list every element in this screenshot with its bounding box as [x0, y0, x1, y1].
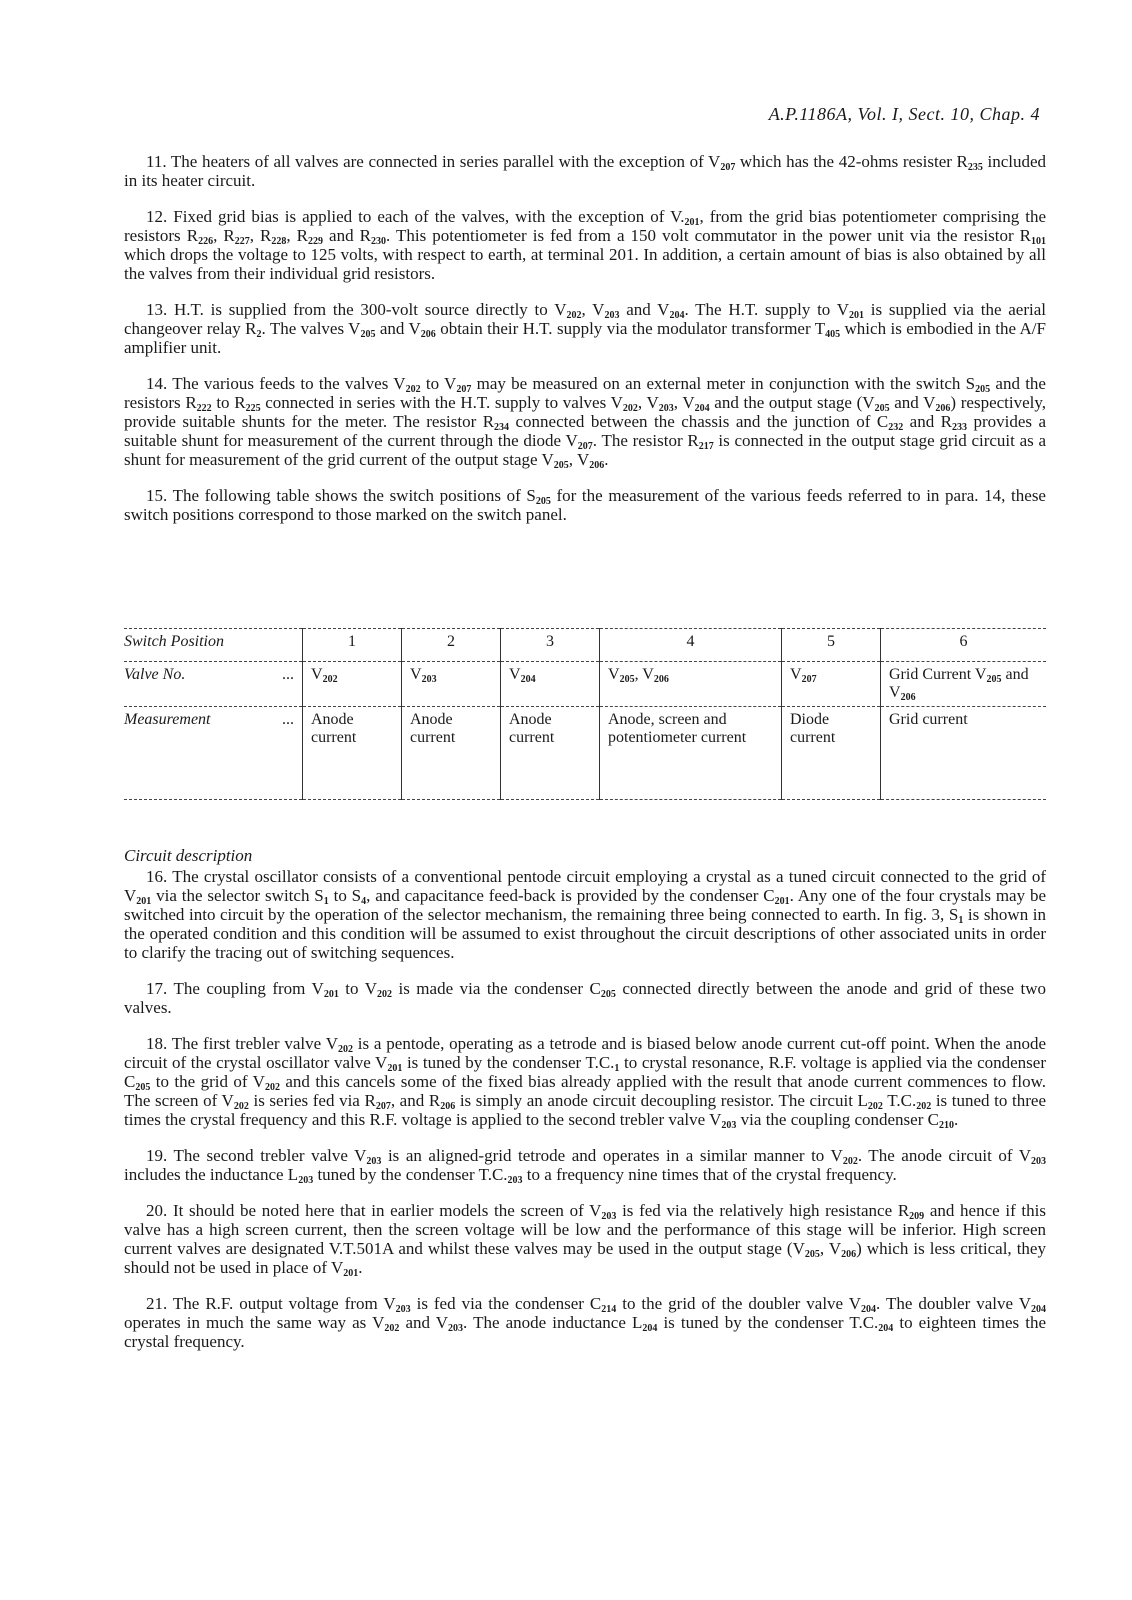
subscript: 203 [658, 403, 674, 414]
paragraphs-top [124, 152, 1046, 541]
subscript: 202 [916, 1101, 932, 1112]
subscript: 203 [507, 1175, 523, 1186]
measurement-cell: Anode current [402, 707, 501, 800]
subscript: 201 [849, 310, 865, 321]
subscript: 204 [861, 1304, 877, 1315]
subscript: 204 [520, 674, 536, 685]
subscript: 203 [1031, 1156, 1047, 1167]
paragraph-number: 14. [146, 374, 173, 393]
subscript: 205 [135, 1082, 151, 1093]
paragraph-17: 17. The coupling from $V_{201}$ to $V_{202}$ is made via the condenser $C_{205}$ connected directly between the anode and grid of these two valves. [124, 979, 1047, 1017]
paragraph-14: 14. The various feeds to the valves $V_{202}$ to $V_{207}$ may be measured on an external meter in conjunction with the switch $S_{205}$ and the resistors $R_{222}$ to $R_{225}$ connected in series with the H.T. supply to valves $V_{202}$, $V_{203}$, $V_{204}$ and the output stage ($V_{205}$ and $V_{206}$) respectively, provide suitable shunts for the meter. The resistor $R_{234}$ connected between the chassis and the junction of $C_{232}$ and $R_{233}$ provides a suitable shunt for measurement of the current through the diode $V_{207}$. The resistor $R_{217}$ is connected in the output stage grid circuit as a shunt for measurement of the grid current of the output stage $V_{205}$, $V_{206}$. [124, 374, 1047, 471]
measurement-cell: Anode current [501, 707, 600, 800]
subscript: 207 [375, 1101, 391, 1112]
subscript: 203 [395, 1304, 411, 1315]
paragraph-16: 16. The crystal oscillator consists of a conventional pentode circuit employing a crystal as a tuned circuit connected to the grid of $V_{201}$ via the selector switch $S_1$ to $S_4$, and capacitance feed-back is provided by the condenser $C_{201}$. Any one of the four crystals may be switched into circuit by the operation of the selector mechanism, the remaining three being connected to earth. In fig. 3, $S_1$ is shown in the operated condition and this condition will be assumed to exist throughout the circuit descriptions of other associated units in order to clarify the tracing out of switching sequences. [124, 867, 1046, 962]
subscript: 206 [440, 1101, 456, 1112]
paragraph-number: 17. [146, 979, 174, 998]
subscript: 2 [256, 329, 262, 340]
subscript: 207 [456, 384, 472, 395]
subscript: 202 [622, 403, 638, 414]
paragraph-13: 13. H.T. is supplied from the 300-volt source directly to $V_{202}$, $V_{203}$ and $V_{204}$. The H.T. supply to $V_{201}$ is supplied via the aerial changeover relay $R_2$. The valves $V_{205}$ and $V_{206}$ obtain their H.T. supply via the modulator transformer $T_{405}$ which is embodied in the A/F amplifier unit. [124, 300, 1046, 357]
subscript: 206 [900, 692, 916, 703]
paragraph-20: 20. It should be noted here that in earlier models the screen of $V_{203}$ is fed via the relatively high resistance $R_{209}$ and hence if this valve has a high screen current, then the screen voltage will be low and the performance of this stage will be inferior. High screen current valves are designated V.T.501A and whilst these valves may be used in the output stage ($V_{205}$, $V_{206}$) which is less critical, they should not be used in place of $V_{201}$. [124, 1201, 1046, 1279]
subscript: 1 [323, 896, 329, 907]
paragraph-18: 18. The first trebler valve $V_{202}$ is a pentode, operating as a tetrode and is biased below anode current cut-off point. When the anode circuit of the crystal oscillator valve $V_{201}$ is tuned by the condenser $T.C._1$ to crystal resonance, R.F. voltage is applied via the condenser $C_{205}$ to the grid of $V_{202}$ and this cancels some of the fixed bias already applied with the result that anode current commences to flow. The screen of $V_{202}$ is series fed via $R_{207}$, and $R_{206}$ is simply an anode circuit decoupling resistor. The circuit $L_{202}$ $T.C._{202}$ is tuned to three times the crystal frequency and this R.F. voltage is applied to the second trebler valve $V_{203}$ via the coupling condenser $C_{210}$. [124, 1034, 1046, 1131]
paragraph-number: 15. [146, 486, 173, 505]
subscript: 230 [370, 236, 386, 247]
measurement-cell: Grid current [881, 707, 1047, 800]
subscript: 214 [601, 1304, 617, 1315]
section-heading-circuit-description: Circuit description [124, 846, 253, 865]
paragraph-15: 15. The following table shows the switch positions of $S_{205}$ for the measurement of the various feeds referred to in para. 14, these switch positions correspond to those marked on the switch panel. [124, 486, 1046, 524]
subscript: 205 [804, 1249, 820, 1260]
row-label-measurement: Measurement ... [124, 707, 303, 800]
subscript: 207 [801, 674, 817, 685]
subscript: 202 [867, 1101, 883, 1112]
circuit-description-section [124, 846, 1046, 1368]
subscript: 202 [233, 1101, 249, 1112]
row-label-valve-no: Valve No. ... [124, 662, 303, 707]
paragraph-number: 16. [146, 867, 173, 886]
paragraph-number: 20. [146, 1201, 173, 1220]
paragraph-12: 12. Fixed grid bias is applied to each of the valves, with the exception of $V._{201}$, from the grid bias potentiometer comprising the resistors $R_{226}$, $R_{227}$, $R_{228}$, $R_{229}$ and $R_{230}$. This potentiometer is fed from a 150 volt commutator in the power unit via the resistor $R_{101}$ which drops the voltage to 125 volts, with respect to earth, at terminal 201. In addition, a certain amount of bias is also obtained by all the valves from their individual grid resistors. [124, 207, 1046, 283]
subscript: 204 [669, 310, 685, 321]
subscript: 205 [619, 674, 635, 685]
subscript: 207 [720, 162, 736, 173]
subscript: 205 [975, 384, 991, 395]
subscript: 101 [1031, 236, 1046, 247]
paragraph-19: 19. The second trebler valve $V_{203}$ is an aligned-grid tetrode and operates in a similar manner to $V_{202}$. The anode circuit of $V_{203}$ includes the inductance $L_{203}$ tuned by the condenser $T.C._{203}$ to a frequency nine times that of the crystal frequency. [124, 1146, 1047, 1186]
subscript: 203 [601, 1211, 617, 1222]
subscript: 202 [842, 1156, 858, 1167]
subscript: 204 [1030, 1304, 1046, 1315]
subscript: 201 [136, 896, 152, 907]
position-cell: 3 [501, 629, 600, 662]
subscript: 210 [938, 1120, 954, 1131]
valve-cell: Grid Current $V_{205}$ and $V_{206}$ [881, 662, 1047, 707]
subscript: 233 [952, 422, 967, 433]
subscript: 206 [589, 460, 605, 471]
subscript: 205 [874, 403, 890, 414]
subscript: 1 [614, 1063, 620, 1074]
position-cell: 4 [600, 629, 782, 662]
subscript: 235 [967, 162, 983, 173]
subscript: 203 [366, 1156, 382, 1167]
subscript: 202 [322, 674, 338, 685]
subscript: 202 [377, 989, 392, 1000]
subscript: 225 [245, 403, 261, 414]
position-cell: 5 [782, 629, 881, 662]
paragraph-number: 19. [146, 1146, 174, 1165]
subscript: 234 [494, 422, 510, 433]
subscript: 204 [878, 1323, 894, 1334]
subscript: 206 [420, 329, 436, 340]
measurement-cell: Diode current [782, 707, 881, 800]
subscript: 228 [271, 236, 287, 247]
paragraph-11: 11. The heaters of all valves are connected in series parallel with the exception of $V_{207}$ which has the 42-ohms resister $R_{235}$ included in its heater circuit. [124, 152, 1047, 190]
subscript: 217 [698, 441, 714, 452]
table-row-switch-position [124, 629, 1046, 662]
row-label-switch-position: Switch Position [124, 629, 303, 662]
valve-cell: $V_{202}$ [303, 662, 402, 707]
table-row-valve-no [124, 662, 1046, 707]
subscript: 209 [909, 1211, 925, 1222]
position-cell: 6 [881, 629, 1047, 662]
subscript: 405 [825, 329, 841, 340]
subscript: 206 [935, 403, 951, 414]
subscript: 204 [694, 403, 710, 414]
paragraph-number: 11. [146, 152, 171, 171]
subscript: 229 [307, 236, 323, 247]
paragraph-number: 18. [146, 1034, 172, 1053]
measurement-cell: Anode current [303, 707, 402, 800]
subscript: 222 [196, 403, 212, 414]
subscript: 204 [642, 1323, 658, 1334]
paragraph-number: 12. [146, 207, 174, 226]
paragraph-number: 21. [146, 1294, 173, 1313]
subscript: 202 [566, 310, 582, 321]
subscript: 206 [653, 674, 669, 685]
subscript: 202 [264, 1082, 280, 1093]
valve-cell: $V_{204}$ [501, 662, 600, 707]
subscript: 202 [337, 1044, 353, 1055]
paragraphs-bottom [124, 867, 1046, 1351]
subscript: 201 [684, 217, 700, 228]
subscript: 1 [958, 915, 964, 926]
switch-position-table [124, 628, 1046, 800]
subscript: 203 [721, 1120, 737, 1131]
subscript: 207 [577, 441, 593, 452]
page-header-reference: A.P.1186A, Vol. I, Sect. 10, Chap. 4 [768, 104, 1040, 124]
subscript: 203 [298, 1175, 314, 1186]
valve-cell: $V_{207}$ [782, 662, 881, 707]
table-row-measurement [124, 707, 1046, 800]
subscript: 203 [421, 674, 437, 685]
subscript: 226 [198, 236, 214, 247]
paragraph-21: 21. The R.F. output voltage from $V_{203}$ is fed via the condenser $C_{214}$ to the grid of the doubler valve $V_{204}$. The doubler valve $V_{204}$ operates in much the same way as $V_{202}$ and $V_{203}$. The anode inductance $L_{204}$ is tuned by the condenser $T.C._{204}$ to eighteen times the crystal frequency. [124, 1294, 1047, 1351]
subscript: 227 [234, 236, 250, 247]
subscript: 201 [323, 989, 339, 1000]
subscript: 203 [604, 310, 620, 321]
position-cell: 1 [303, 629, 402, 662]
subscript: 205 [986, 674, 1002, 685]
subscript: 205 [535, 496, 551, 507]
subscript: 205 [600, 989, 616, 1000]
position-cell: 2 [402, 629, 501, 662]
subscript: 203 [448, 1323, 464, 1334]
measurement-cell: Anode, screen and potentiometer current [600, 707, 782, 800]
subscript: 201 [774, 896, 790, 907]
subscript: 201 [343, 1268, 359, 1279]
paragraph-number: 13. [146, 300, 174, 319]
subscript: 205 [360, 329, 376, 340]
valve-cell: $V_{203}$ [402, 662, 501, 707]
subscript: 232 [888, 422, 904, 433]
valve-cell: $V_{205}$, $V_{206}$ [600, 662, 782, 707]
subscript: 205 [553, 460, 569, 471]
subscript: 201 [387, 1063, 403, 1074]
subscript: 202 [405, 384, 421, 395]
subscript: 4 [361, 896, 367, 907]
subscript: 202 [384, 1323, 400, 1334]
subscript: 206 [841, 1249, 857, 1260]
